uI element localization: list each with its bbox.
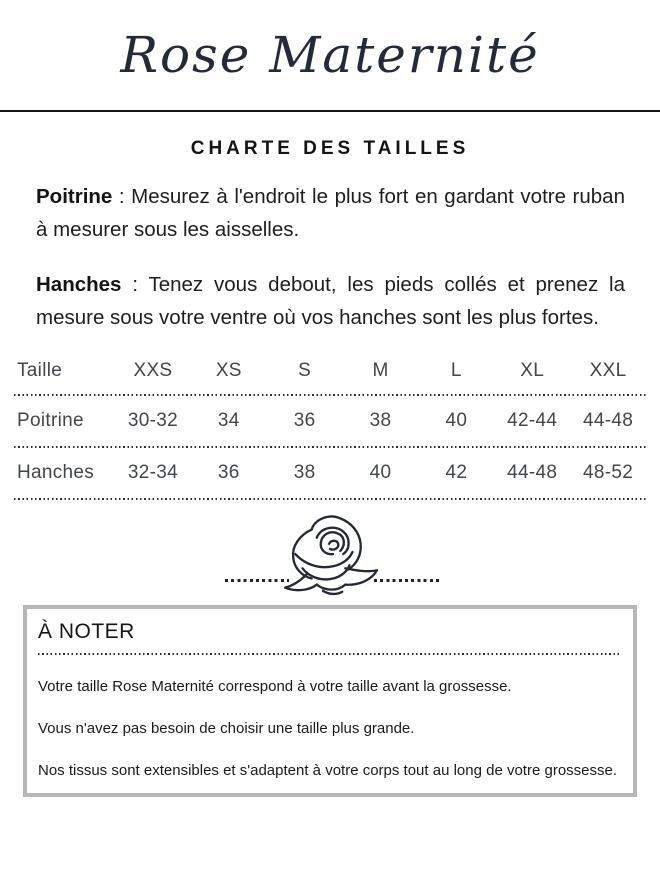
rose-decoration xyxy=(0,500,660,605)
table-cell: 34 xyxy=(217,410,240,431)
column-header: XXL xyxy=(589,359,627,381)
table-cell: 32-34 xyxy=(127,462,178,483)
size-table xyxy=(14,347,646,500)
table-cell: 44-48 xyxy=(507,462,558,483)
column-header: Taille xyxy=(17,359,63,381)
instruction-hanches xyxy=(36,268,625,334)
table-cell: 44-48 xyxy=(583,410,634,431)
note-heading: À NOTER xyxy=(38,620,135,643)
table-cell: 36 xyxy=(217,462,240,483)
rose-icon xyxy=(278,505,380,599)
table-cell: 38 xyxy=(293,462,316,483)
instruction-text: : Tenez vous debout, les pieds collés et prenez la mesure sous votre ventre où vos hanches sont les plus fortes. xyxy=(36,273,625,329)
row-label: Hanches xyxy=(17,462,95,483)
table-cell: 42-44 xyxy=(507,410,558,431)
table-cell: 40 xyxy=(369,462,392,483)
table-cell: 38 xyxy=(369,410,392,431)
table-cell: 40 xyxy=(445,410,468,431)
table-cell: 48-52 xyxy=(583,462,634,483)
table-header-row xyxy=(14,347,646,394)
table-cell: 36 xyxy=(293,410,316,431)
instruction-poitrine xyxy=(36,180,625,246)
column-header: XL xyxy=(520,359,545,381)
note-box xyxy=(23,605,637,797)
dotted-flourish-right xyxy=(374,579,441,582)
column-header: M xyxy=(372,359,389,381)
size-chart-document xyxy=(0,138,660,797)
instruction-term: Hanches xyxy=(36,273,122,296)
note-item: Vous n'avez pas besoin de choisir une taille plus grande. xyxy=(38,720,415,737)
table-cell: 30-32 xyxy=(127,410,178,431)
table-row-hanches xyxy=(14,448,646,498)
column-header: L xyxy=(450,359,462,381)
table-row-poitrine xyxy=(14,396,646,446)
column-header: S xyxy=(298,359,312,381)
instruction-text: : Mesurez à l'endroit le plus fort en gardant votre ruban à mesurer sous les aisselles. xyxy=(36,185,625,241)
brand-logo: Rose Maternité xyxy=(120,26,540,84)
column-header: XS xyxy=(215,359,242,381)
note-item: Votre taille Rose Maternité correspond à votre taille avant la grossesse. xyxy=(38,678,512,695)
column-header: XXS xyxy=(133,359,173,381)
brand-header xyxy=(0,0,660,112)
instruction-term: Poitrine xyxy=(36,185,113,208)
dotted-divider xyxy=(38,653,620,655)
row-label: Poitrine xyxy=(17,410,84,431)
page-title: CHARTE DES TAILLES xyxy=(190,138,470,159)
note-item: Nos tissus sont extensibles et s'adaptent à votre corps tout au long de votre grossesse. xyxy=(38,762,618,779)
table-cell: 42 xyxy=(445,462,468,483)
